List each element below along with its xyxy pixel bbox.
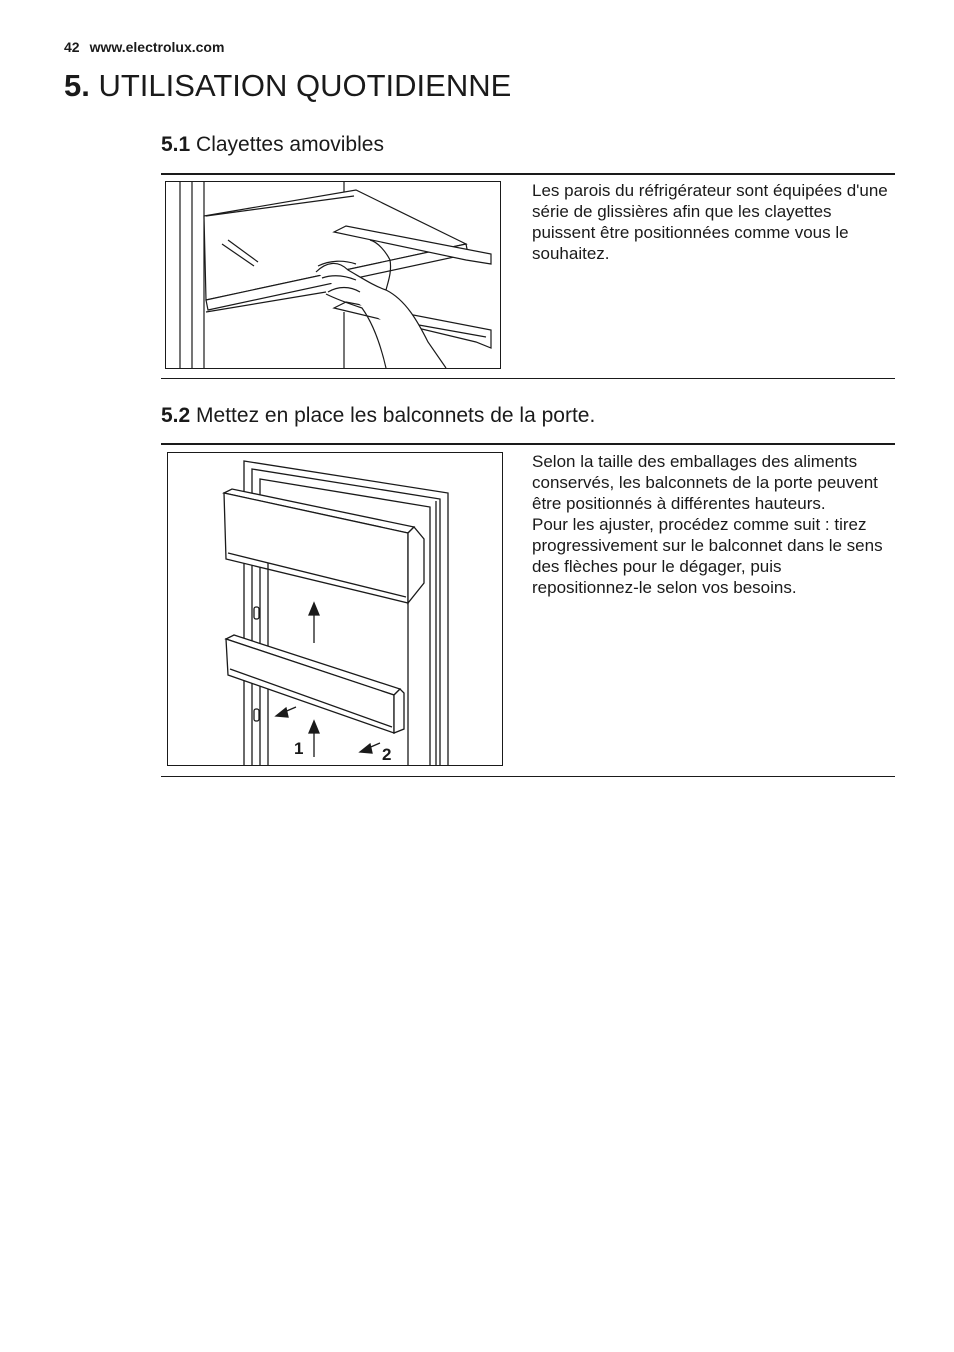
door-balcony-illustration bbox=[167, 452, 503, 766]
section-number: 5.2 bbox=[161, 404, 191, 427]
section-title-shelves bbox=[161, 133, 384, 157]
section-text-door-balconies bbox=[532, 451, 888, 598]
section-text-shelves: Les parois du réfrigérateur sont équipées d'une série de glissières afin que les clayettes puissent être positionnées comme vous le souhaitez. bbox=[532, 181, 888, 263]
section-number: 5.1 bbox=[161, 133, 191, 156]
section-rule-bottom bbox=[161, 378, 895, 379]
chapter-number: 5. bbox=[64, 68, 90, 103]
chapter-title-text: UTILISATION QUOTIDIENNE bbox=[98, 68, 512, 103]
section-title-door-balconies bbox=[161, 404, 595, 428]
paragraph: Pour les ajuster, procédez comme suit : tirez progressivement sur le balconnet dans le sens des flèches pour le dégager, puis repositionnez-le selon vos besoins. bbox=[532, 515, 883, 597]
section-title-text: Clayettes amovibles bbox=[196, 133, 384, 156]
section-rule-top bbox=[161, 173, 895, 175]
section-rule-bottom bbox=[161, 776, 895, 777]
page-number: 42 bbox=[64, 39, 80, 55]
figure-label-2: 2 bbox=[382, 745, 392, 764]
chapter-title bbox=[64, 68, 511, 104]
shelf-illustration bbox=[165, 181, 501, 369]
website-url: www.electrolux.com bbox=[89, 39, 225, 55]
page-header bbox=[64, 39, 224, 55]
section-title-text: Mettez en place les balconnets de la porte. bbox=[196, 404, 596, 427]
figure-label-1: 1 bbox=[294, 739, 304, 758]
paragraph: Selon la taille des emballages des aliments conservés, les balconnets de la porte peuvent être positionnés à différentes hauteurs. bbox=[532, 452, 878, 513]
section-rule-top bbox=[161, 443, 895, 445]
